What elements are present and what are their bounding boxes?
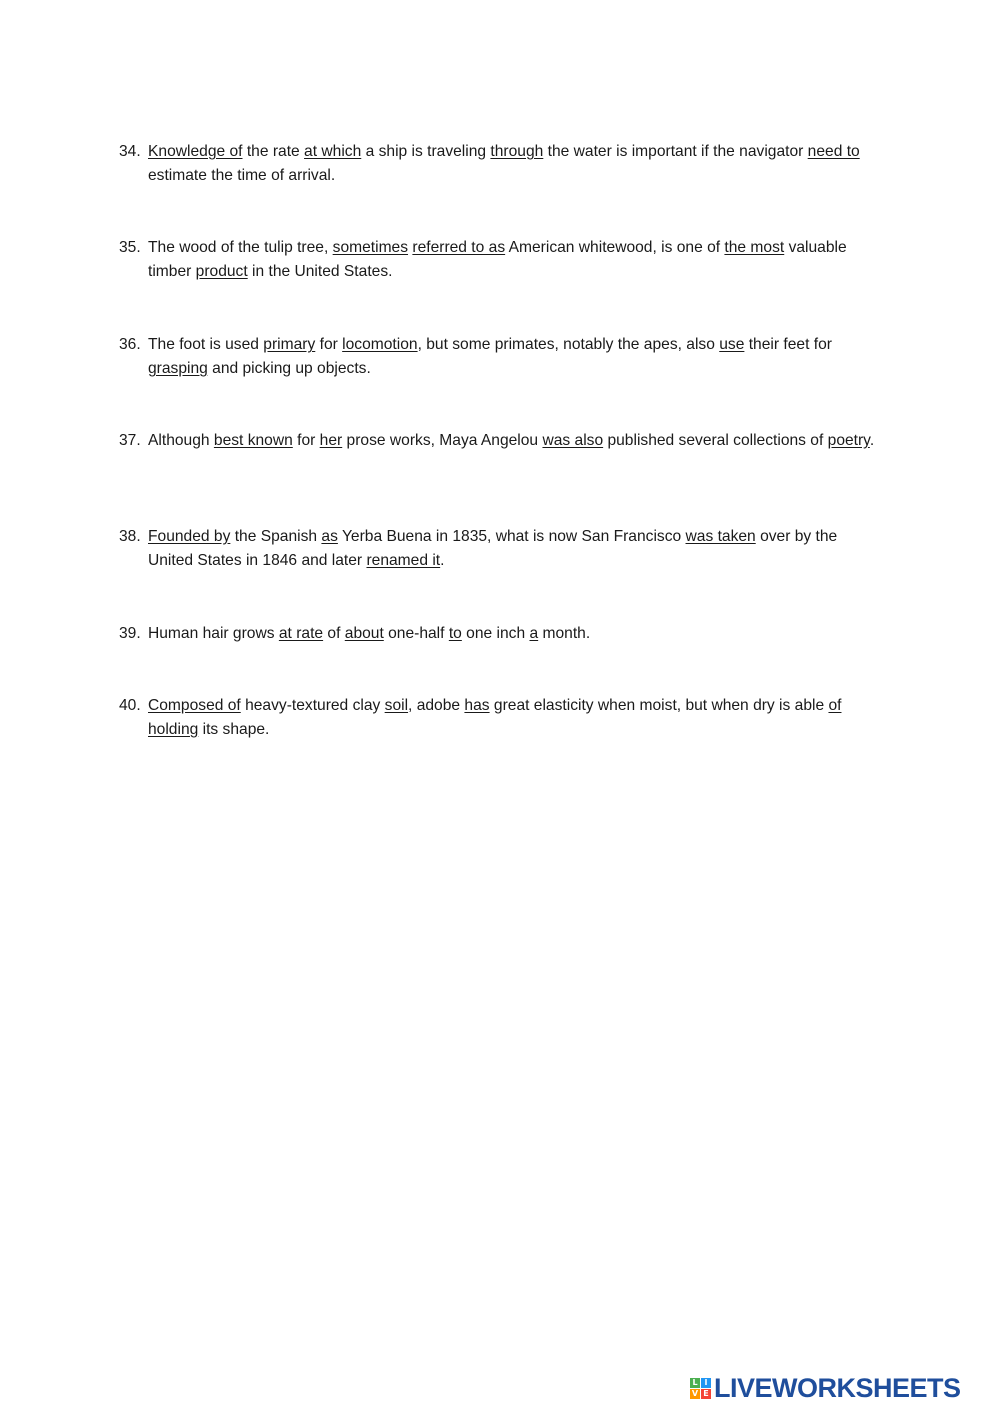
text-segment: and picking up objects. [207,360,371,377]
underlined-phrase: use [719,336,745,353]
question-text [148,525,879,573]
text-segment: prose works, Maya Angelou [342,432,543,449]
text-segment: Although [148,432,214,449]
underlined-phrase: renamed it [366,552,441,569]
text-segment: Human hair grows [148,625,279,642]
underlined-phrase: about [344,625,384,642]
text-segment: . [440,552,445,569]
text-segment: the Spanish [230,528,322,545]
question-number: 34. [119,143,141,160]
question-number: 36. [119,336,141,353]
text-segment: the rate [242,143,305,160]
text-segment: American whitewood, is one of [505,239,725,256]
question-34 [119,140,879,188]
underlined-phrase: best known [213,432,293,449]
question-39 [119,622,879,646]
question-number: 38. [119,528,141,545]
text-segment: published several collections of [603,432,828,449]
underlined-phrase: poetry [827,432,870,449]
question-number: 35. [119,239,141,256]
question-text [148,236,879,284]
text-segment: a ship is traveling [361,143,491,160]
underlined-phrase: primary [263,336,316,353]
underlined-phrase: the most [724,239,785,256]
underlined-phrase: locomotion [342,336,418,353]
text-segment: , adobe [408,697,465,714]
underlined-phrase: need to [807,143,860,160]
underlined-phrase: as [321,528,338,545]
underlined-phrase: grasping [148,360,208,377]
text-segment: heavy-textured clay [240,697,385,714]
question-38 [119,525,879,573]
logo-text: LIVEWORKSHEETS [714,1372,961,1403]
question-number: 40. [119,697,141,714]
text-segment: for [315,336,343,353]
question-number: 37. [119,432,141,449]
text-segment: valuable timber [148,239,847,280]
underlined-phrase: sometimes [332,239,409,256]
text-segment: , but some primates, notably the apes, also [417,336,720,353]
text-segment: in the United States. [247,263,393,280]
text-segment: over by the United States in 1846 and later [148,528,838,569]
question-text [148,140,879,188]
underlined-phrase: has [464,697,490,714]
text-segment: one-half [383,625,449,642]
underlined-phrase: a [529,625,539,642]
underlined-phrase: through [490,143,544,160]
underlined-phrase: was also [542,432,604,449]
question-text [148,429,879,453]
underlined-phrase: at which [304,143,362,160]
text-segment: Yerba Buena in 1835, what is now San Francisco [337,528,686,545]
text-segment: The wood of the tulip tree, [148,239,333,256]
underlined-phrase: Knowledge of [148,143,243,160]
question-text [148,622,879,646]
liveworksheets-logo [690,1373,990,1403]
text-segment: estimate the time of arrival. [148,167,336,184]
underlined-phrase: soil [384,697,409,714]
underlined-phrase: referred to as [412,239,506,256]
underlined-phrase: product [195,263,248,280]
question-text [148,333,879,381]
question-35 [119,236,879,284]
text-segment: its shape. [198,721,270,738]
underlined-phrase: to [448,625,462,642]
underlined-phrase: at rate [278,625,324,642]
text-segment: their feet for [744,336,832,353]
underlined-phrase: her [319,432,343,449]
text-segment: . [869,432,875,449]
text-segment: for [292,432,320,449]
question-40 [119,694,879,742]
text-segment: month. [538,625,591,642]
text-segment: one inch [461,625,530,642]
question-37 [119,429,879,453]
underlined-phrase: was taken [685,528,756,545]
question-text [148,694,879,742]
logo-mark-icon: L I V E [690,1378,711,1399]
underlined-phrase: Founded by [148,528,231,545]
text-segment: The foot is used [148,336,264,353]
text-segment: great elasticity when moist, but when dry is able [489,697,829,714]
text-segment: of [323,625,345,642]
question-36 [119,333,879,381]
underlined-phrase: of holding [148,697,842,738]
underlined-phrase: Composed of [148,697,241,714]
text-segment: the water is important if the navigator [543,143,808,160]
question-number: 39. [119,625,141,642]
